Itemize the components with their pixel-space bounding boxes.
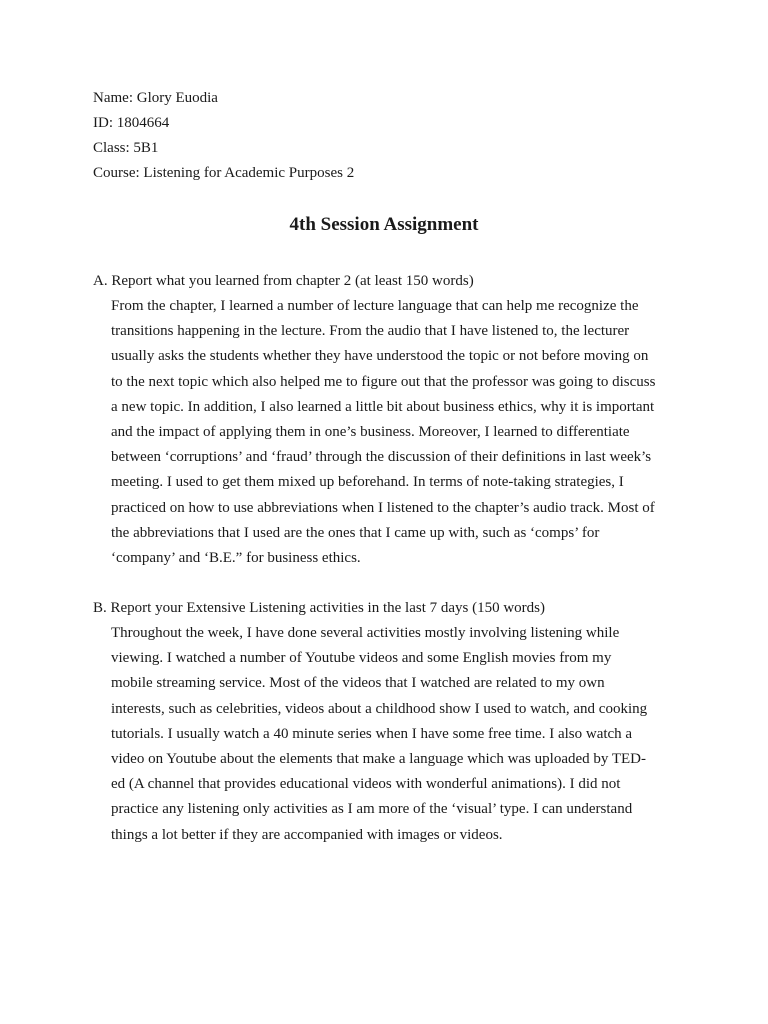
section-a-body [111, 294, 656, 571]
course-name: Course: Listening for Academic Purposes 2 [93, 165, 355, 181]
paragraph-line: practiced on how to use abbreviations when I listened to the chapter’s audio track. Most of [111, 499, 655, 516]
paragraph-line: tutorials. I usually watch a 40 minute series when I have some free time. I also watch a [111, 725, 633, 742]
section-b-body [111, 621, 653, 848]
paragraph-line: to the next topic which also helped me to figure out that the professor was going to discuss [111, 373, 656, 390]
student-name: Name: Glory Euodia [93, 90, 218, 106]
paragraph-line: ‘company’ and ‘B.E.” for business ethics. [111, 550, 361, 567]
section-a [93, 269, 656, 571]
paragraph-line: usually asks the students whether they have understood the topic or not before moving on [111, 348, 649, 365]
paragraph-line: practice any listening only activities as I am more of the ‘visual’ type. I can understand [111, 801, 633, 818]
paragraph-line: From the chapter, I learned a number of lecture language that can help me recognize the [111, 298, 639, 314]
paragraph-line: meeting. I used to get them mixed up beforehand. In terms of note-taking strategies, I [111, 474, 624, 491]
paragraph-line: a new topic. In addition, I also learned a little bit about business ethics, why it is important [111, 398, 655, 415]
paragraph-line: transitions happening in the lecture. From the audio that I have listened to, the lecturer [111, 323, 630, 340]
student-info [93, 86, 354, 186]
paragraph-line: between ‘corruptions’ and ‘fraud’ through the discussion of their definitions in last week’s [111, 449, 652, 466]
student-id: ID: 1804664 [93, 115, 170, 131]
section-a-heading: A. Report what you learned from chapter 2 (at least 150 words) [93, 273, 474, 289]
paragraph-line: things a lot better if they are accompanied with images or videos. [111, 826, 503, 843]
paragraph-line: and the impact of applying them in one’s business. Moreover, I learned to differentiate [111, 424, 630, 441]
paragraph-line: Throughout the week, I have done several activities mostly involving listening while [111, 625, 620, 641]
student-class: Class: 5B1 [93, 140, 159, 156]
paragraph-line: the abbreviations that I used are the ones that I came up with, such as ‘comps’ for [111, 524, 600, 541]
paragraph-line: video on Youtube about the elements that make a language which was uploaded by TED- [111, 751, 647, 768]
paragraph-line: ed (A channel that provides educational videos with wonderful animations). I did not [111, 776, 621, 793]
paragraph-line: viewing. I watched a number of Youtube videos and some English movies from my [111, 650, 612, 667]
paragraph-line: mobile streaming service. Most of the videos that I watched are related to my own [111, 675, 605, 692]
document-title: 4th Session Assignment [289, 214, 479, 235]
paragraph-line: interests, such as celebrities, videos about a childhood show I used to watch, and cooking [111, 700, 648, 717]
section-b-heading: B. Report your Extensive Listening activities in the last 7 days (150 words) [93, 600, 546, 616]
section-b [93, 596, 653, 848]
